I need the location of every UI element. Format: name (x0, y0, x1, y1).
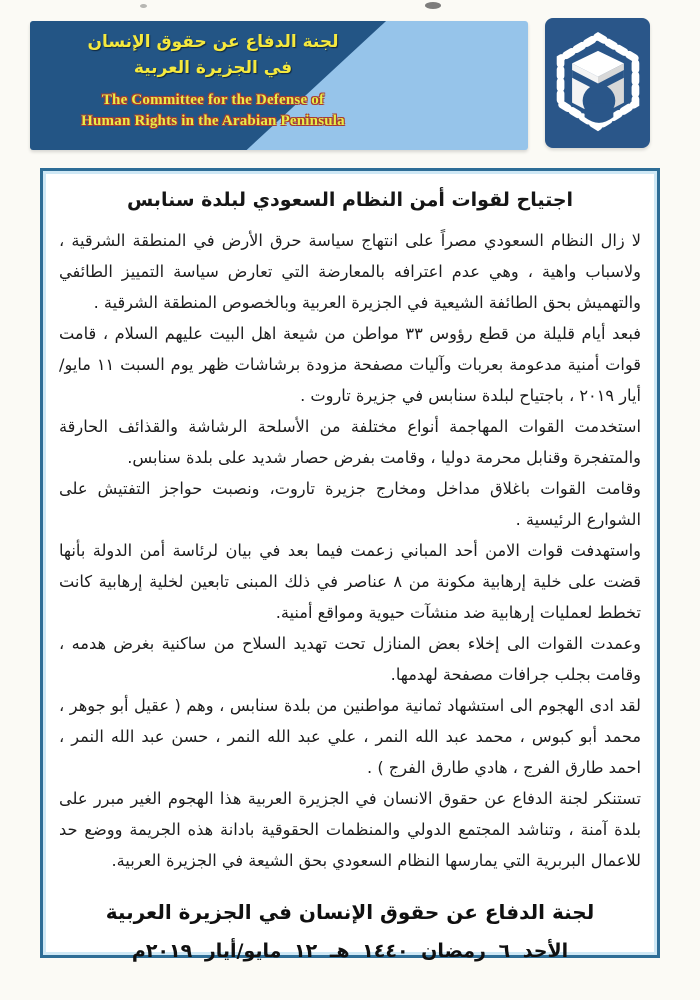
paragraph: لا زال النظام السعودي مصراً على انتهاج سياسة حرق الأرض في المنطقة الشرقية ، ولاسباب واهية ، وهي عدم اعترافه بالمعارضة التي تعارض سياسة التمييز الطائفي والتهميش بحق الطائفة الشيعية في الجزيرة العربية وبالخصوص المنطقة الشرقية . (59, 231, 641, 312)
paragraph: وعمدت القوات الى إخلاء بعض المنازل تحت تهديد السلاح من ساكنية بغرض هدمه ، وقامت بجلب جرافات مصفحة لهدمها. (59, 634, 641, 684)
date-line: الأحد ٦ رمضان ١٤٤٠ هـ ١٢ مايو/أيار ٢٠١٩م (131, 940, 569, 962)
org-name-english-line1: The Committee for the Defense of (101, 91, 325, 108)
statement-footer (59, 892, 641, 970)
scan-artifact (425, 2, 441, 9)
paragraph: فبعد أيام قليلة من قطع رؤوس ٣٣ مواطن من شيعة اهل البيت عليهم السلام ، قامت قوات أمنية مدعومة بعربات وآليات مصفحة مزودة برشاشات ظهر يوم السبت ١١ مايو/أيار ٢٠١٩ ، باجتياح لبلدة سنابس في جزيرة تاروت . (59, 324, 641, 405)
letterhead-band (30, 21, 528, 150)
org-name-arabic-line2: في الجزيرة العربية (133, 58, 293, 79)
signature-line: لجنة الدفاع عن حقوق الإنسان في الجزيرة العربية (105, 900, 595, 924)
paragraph: وقامت القوات باغلاق مداخل ومخارج جزيرة تاروت، ونصبت حواجز التفتيش على الشوارع الرئيسية . (59, 479, 641, 529)
paragraph: واستهدفت قوات الامن أحد المباني زعمت فيما بعد في بيان لرئاسة أمن الدولة بأنها قضت على خلية إرهابية مكونة من ٨ عناصر في ذلك المبنى تابعين لخلية إرهابية كانت تخطط لعمليات إرهابية ضد منشآت حيوية ومواقع أمنية. (59, 541, 641, 622)
org-name-arabic-line1: لجنة الدفاع عن حقوق الإنسان (87, 32, 339, 52)
org-name-english-line2: Human Rights in the Arabian Peninsula (81, 113, 345, 130)
scan-artifact (140, 4, 147, 8)
statement-body (59, 225, 641, 876)
kaaba-chain-hexagon-icon (550, 23, 646, 143)
organization-title-block (40, 29, 386, 133)
paragraph: استخدمت القوات المهاجمة أنواع مختلفة من الأسلحة الرشاشة والقذائف الحارقة والمتفجرة وقنابل محرمة دوليا ، وقامت بفرض حصار شديد على بلدة سنابس. (59, 417, 641, 467)
committee-logo (545, 18, 650, 148)
paragraph: لقد ادى الهجوم الى استشهاد ثمانية مواطنين من بلدة سنابس ، وهم ( عقيل أبو جوهر ، محمد أبو كبوس ، محمد عبد الله النمر ، علي عبد الله النمر ، حسن عبد الله النمر ، احمد طارق الفرج ، هادي طارق الفرج ) . (59, 696, 641, 777)
paragraph: تستنكر لجنة الدفاع عن حقوق الانسان في الجزيرة العربية هذا الهجوم الغير مبرر على بلدة آمنة ، وتناشد المجتمع الدولي والمنظمات الحقوقية بادانة هذه الجريمة ووضع حد للاعمال البربرية التي يمارسها النظام السعودي بحق الشيعة في الجزيرة العربية. (59, 789, 641, 870)
statement-title: اجتياح لقوات أمن النظام السعودي لبلدة سنابس (126, 189, 574, 211)
statement-document (40, 168, 660, 962)
